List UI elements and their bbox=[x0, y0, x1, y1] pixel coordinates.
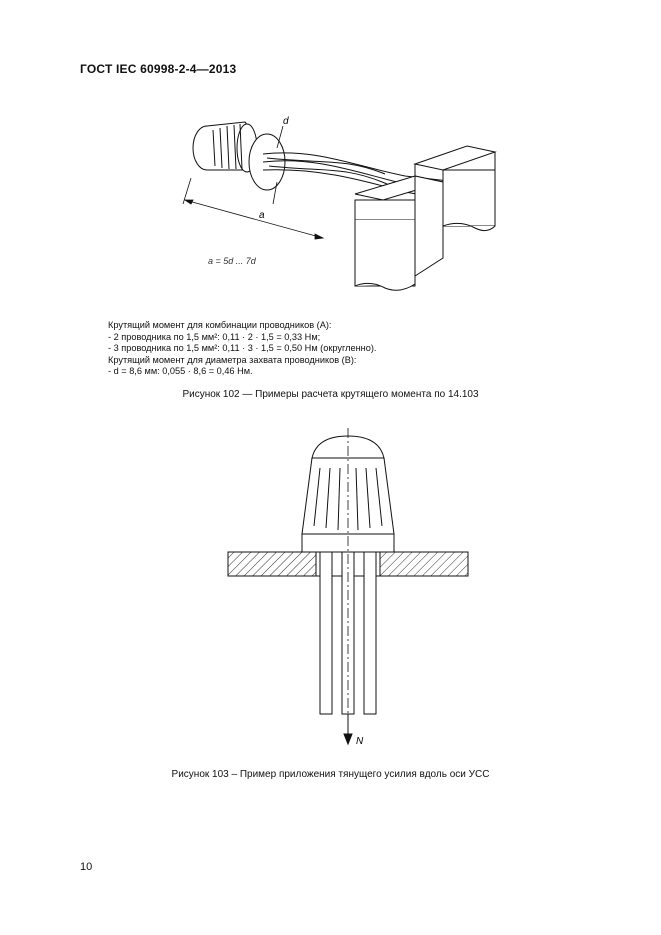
note-line: - 3 проводника по 1,5 мм²: 0,11 · 3 · 1,5 = 0,50 Нм (округленно). bbox=[108, 343, 377, 353]
note-line: - 2 проводника по 1,5 мм²: 0,11 · 2 · 1,5 = 0,33 Нм; bbox=[108, 331, 321, 342]
connector-cap bbox=[193, 122, 285, 190]
figure-103-drawing bbox=[222, 428, 472, 758]
figure-102-notes bbox=[108, 320, 376, 378]
label-d: d bbox=[283, 116, 289, 127]
note-line: Крутящий момент для комбинации проводников (А): bbox=[108, 320, 332, 330]
page-number: 10 bbox=[80, 861, 93, 873]
figure-102-formula: a = 5d ... 7d bbox=[208, 256, 256, 266]
document-header: ГОСТ IEC 60998-2-4—2013 bbox=[80, 62, 237, 76]
dimension-a bbox=[183, 178, 323, 239]
label-n: N bbox=[356, 736, 364, 747]
label-a: a bbox=[259, 210, 265, 221]
figure-103-caption: Рисунок 103 – Пример приложения тянущего усилия вдоль оси УСС bbox=[171, 769, 490, 780]
figure-102-drawing bbox=[175, 108, 505, 298]
figure-102-caption: Рисунок 102 — Примеры расчета крутящего момента по 14.103 bbox=[182, 389, 479, 400]
note-line: - d = 8,6 мм: 0,055 · 8,6 = 0,46 Нм. bbox=[108, 366, 253, 376]
clamp-block-front bbox=[355, 176, 443, 290]
force-arrow bbox=[344, 714, 352, 744]
note-line: Крутящий момент для диаметра захвата проводников (В): bbox=[108, 354, 357, 365]
